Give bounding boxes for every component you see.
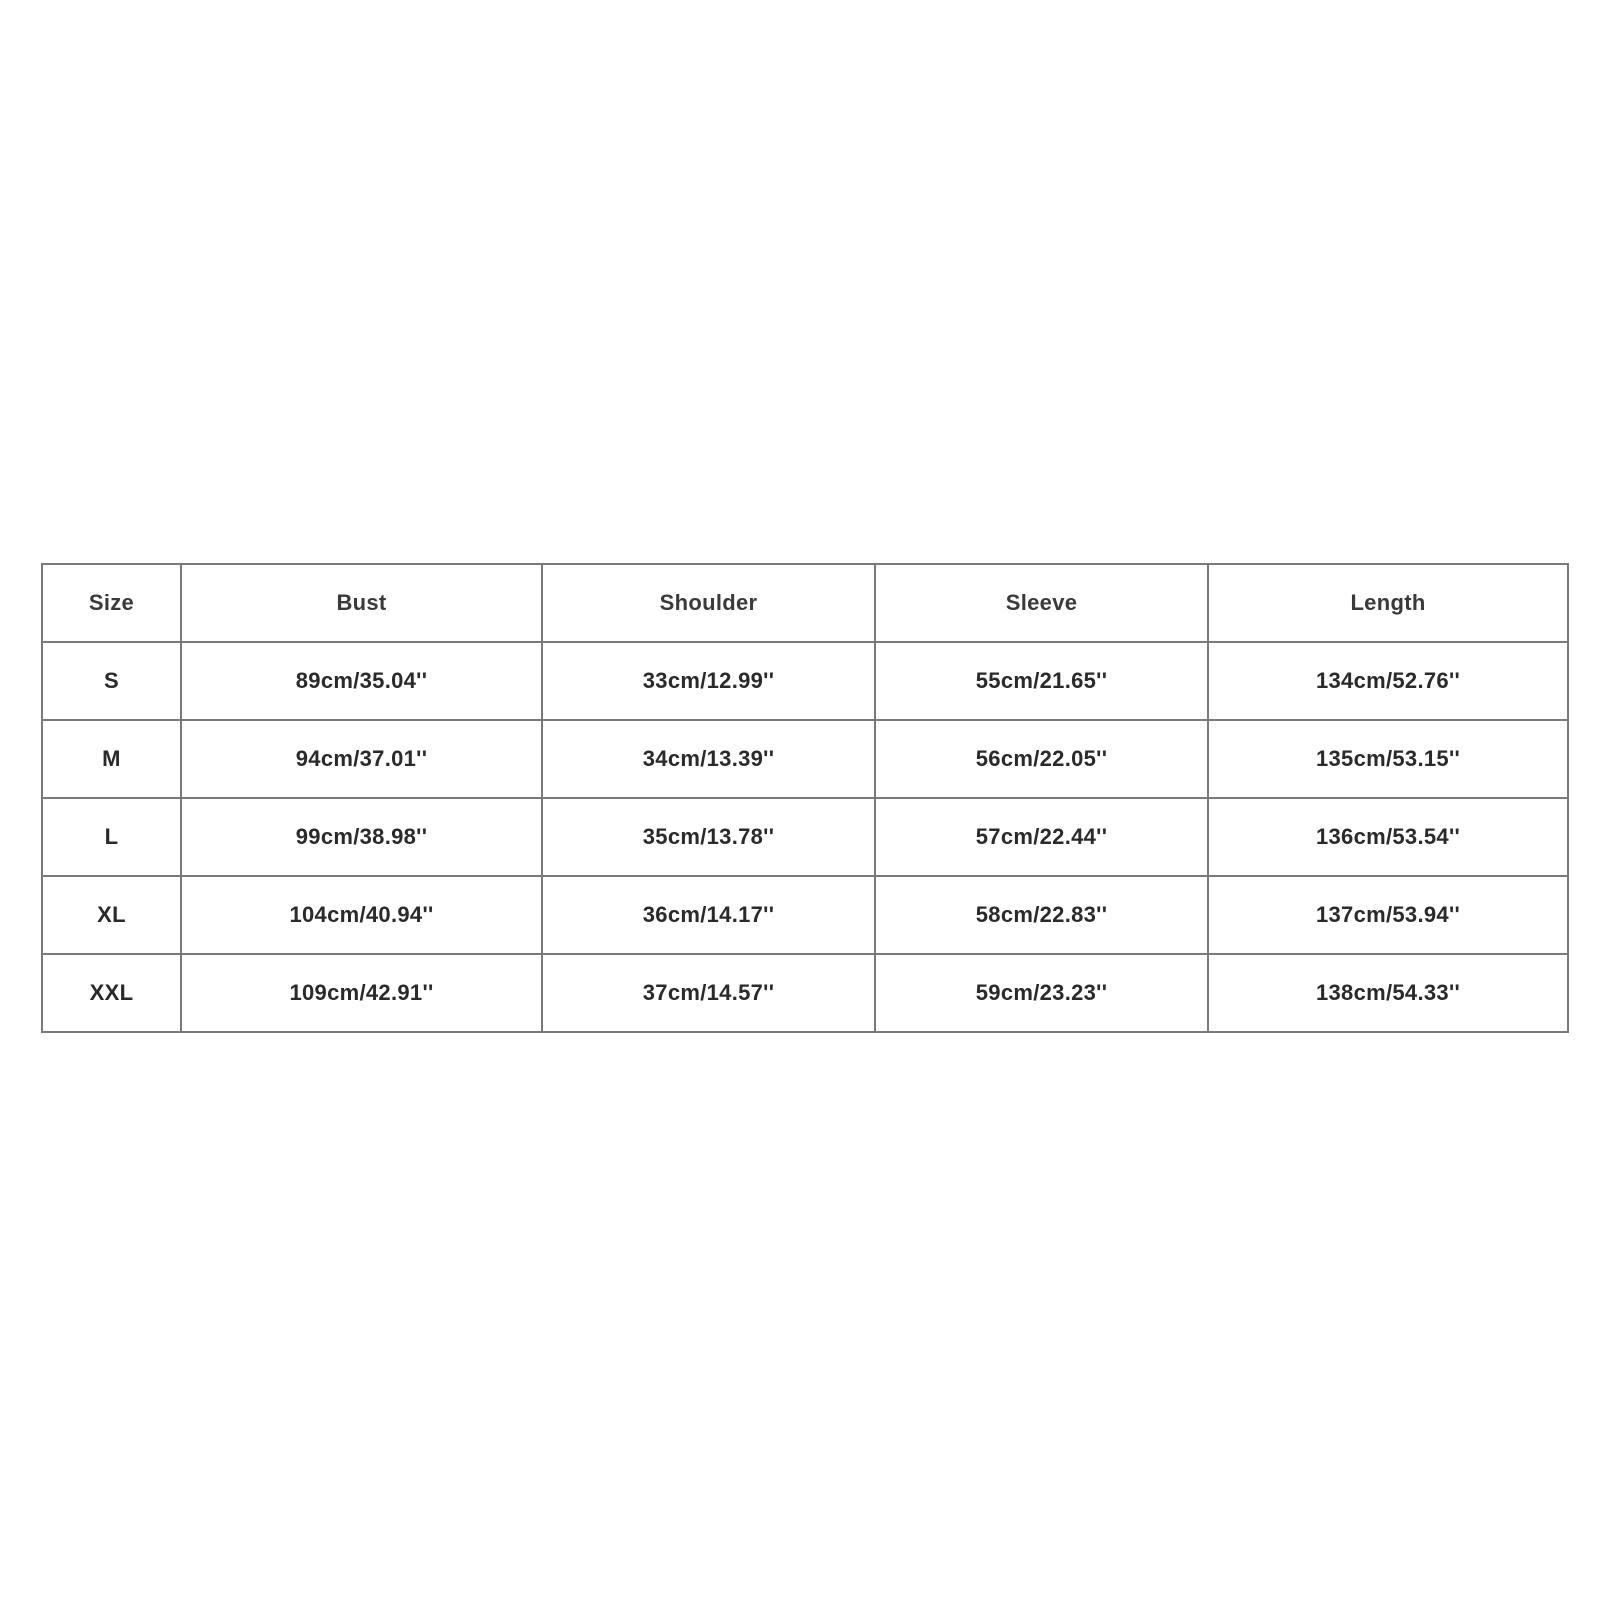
cell-bust: 104cm/40.94'' [181,876,542,954]
cell-bust: 109cm/42.91'' [181,954,542,1032]
cell-shoulder: 34cm/13.39'' [542,720,875,798]
cell-length: 136cm/53.54'' [1208,798,1568,876]
cell-size: L [42,798,181,876]
cell-sleeve: 56cm/22.05'' [875,720,1208,798]
cell-sleeve: 57cm/22.44'' [875,798,1208,876]
cell-sleeve: 55cm/21.65'' [875,642,1208,720]
table-row [42,954,1568,1032]
header-bust: Bust [181,564,542,642]
header-size: Size [42,564,181,642]
cell-size: S [42,642,181,720]
cell-size: XXL [42,954,181,1032]
header-length: Length [1208,564,1568,642]
cell-sleeve: 58cm/22.83'' [875,876,1208,954]
header-sleeve: Sleeve [875,564,1208,642]
cell-length: 135cm/53.15'' [1208,720,1568,798]
cell-shoulder: 36cm/14.17'' [542,876,875,954]
cell-bust: 89cm/35.04'' [181,642,542,720]
size-chart-table [41,563,1569,1033]
cell-length: 134cm/52.76'' [1208,642,1568,720]
table-row [42,798,1568,876]
table-row [42,720,1568,798]
cell-length: 137cm/53.94'' [1208,876,1568,954]
table-row [42,876,1568,954]
cell-shoulder: 35cm/13.78'' [542,798,875,876]
cell-length: 138cm/54.33'' [1208,954,1568,1032]
cell-size: M [42,720,181,798]
cell-shoulder: 33cm/12.99'' [542,642,875,720]
cell-bust: 94cm/37.01'' [181,720,542,798]
cell-size: XL [42,876,181,954]
table-header-row [42,564,1568,642]
table-row [42,642,1568,720]
cell-bust: 99cm/38.98'' [181,798,542,876]
cell-sleeve: 59cm/23.23'' [875,954,1208,1032]
cell-shoulder: 37cm/14.57'' [542,954,875,1032]
header-shoulder: Shoulder [542,564,875,642]
